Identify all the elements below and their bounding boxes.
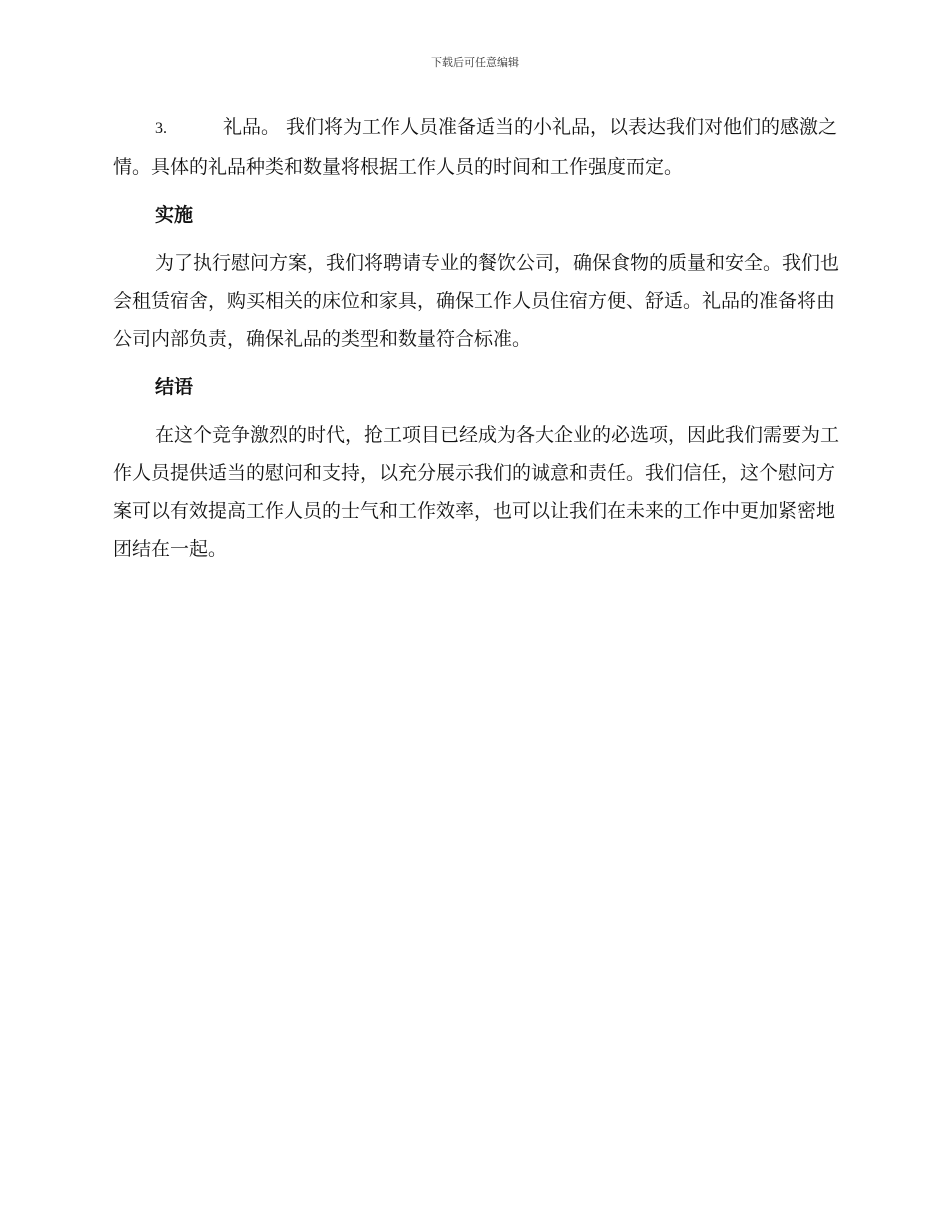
list-item-text: 礼品。 我们将为工作人员准备适当的小礼品，以表达我们对他们的感激之情。具体的礼品种类和数量将根据工作人员的时间和工作强度而定。 bbox=[113, 116, 838, 178]
document-body bbox=[113, 108, 843, 568]
page-header: 下载后可任意编辑 bbox=[431, 56, 519, 69]
section-heading-conclusion: 结语 bbox=[155, 376, 194, 398]
paragraph-implementation: 为了执行慰问方案，我们将聘请专业的餐饮公司，确保食物的质量和安全。我们也会租赁宿舍，购买相关的床位和家具，确保工作人员住宿方便、舒适。礼品的准备将由公司内部负责，确保礼品的类型和数量符合标准。 bbox=[113, 252, 840, 350]
list-item-gifts bbox=[113, 108, 843, 186]
paragraph-conclusion: 在这个竞争激烈的时代，抢工项目已经成为各大企业的必选项，因此我们需要为工作人员提供适当的慰问和支持，以充分展示我们的诚意和责任。我们信任，这个慰问方案可以有效提高工作人员的士气和工作效率，也可以让我们在未来的工作中更加紧密地团结在一起。 bbox=[113, 424, 840, 560]
section-heading-implementation: 实施 bbox=[155, 204, 194, 226]
list-item-number: 3. bbox=[155, 120, 167, 137]
